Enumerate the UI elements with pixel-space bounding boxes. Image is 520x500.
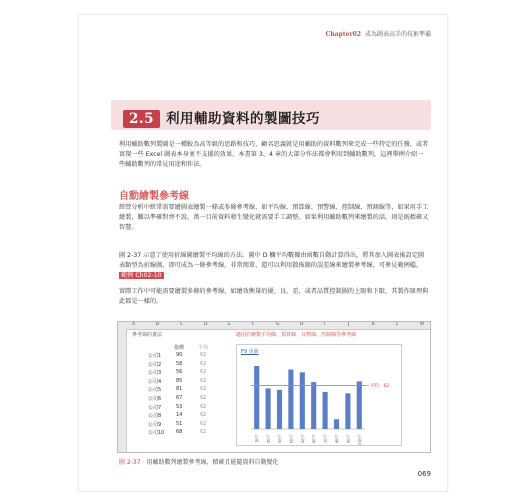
column-header: F: [252, 322, 255, 327]
table-cell-value: 90: [176, 352, 183, 358]
column-header: J: [348, 322, 350, 327]
average-label: 平均：62: [370, 384, 390, 390]
bar-chart: [237, 345, 401, 445]
x-tick-label: 公司10: [357, 434, 362, 445]
table-cell-avg: 62: [200, 420, 207, 427]
bar: [345, 393, 350, 429]
bar: [266, 388, 271, 429]
table-cell-avg: 62: [200, 395, 207, 401]
table-cell-avg: 62: [200, 369, 207, 376]
paragraph-3-text: 圖 2-37 示意了使用折線圖繪製平均線的方法。圖中 D 欄平均數據由函數自動計算得出，將其加入圖表後設定圖表類型為折線圖，即可成為一條參考線，非常簡單，還可以利用散佈圖的誤差線來繪製參考線，可參見範例檔。: [119, 252, 425, 269]
refresh-link[interactable]: F9 更新: [241, 349, 259, 355]
column-header: E: [228, 322, 231, 327]
table-cell-avg: 62: [200, 429, 207, 436]
paragraph-3: [119, 251, 429, 281]
table-cell-value: 51: [176, 420, 183, 427]
bar: [277, 390, 282, 429]
table-cell-value: 68: [176, 429, 183, 436]
table-cell-name: 公司6: [148, 396, 162, 402]
table-header-avg: 平均: [198, 345, 209, 351]
chart-area: [236, 344, 402, 446]
chapter-title: 成為圖表高手的技術準備: [364, 31, 431, 38]
column-header: A: [132, 322, 136, 327]
bar: [288, 370, 293, 430]
table-cell-value: 14: [176, 412, 183, 419]
column-header: M: [420, 322, 424, 327]
x-tick-label: 公司1: [254, 434, 259, 443]
column-header: B: [156, 322, 160, 327]
table-cell-avg: 62: [200, 403, 207, 410]
table-cell-value: 85: [176, 377, 183, 384]
table-cell-avg: 62: [200, 386, 207, 393]
figure-note-cell: 適用於繪製平均線、預算線、目標線、控制線等參考線: [236, 332, 357, 338]
table-cell-avg: 62: [200, 352, 207, 358]
table-cell-name: 公司5: [148, 387, 162, 394]
bar: [254, 366, 259, 429]
column-header: D: [204, 322, 208, 327]
table-cell-name: 公司2: [148, 361, 162, 368]
bar: [357, 381, 362, 429]
bar: [323, 392, 328, 429]
figure-caption: [119, 457, 279, 466]
table-cell-value: 67: [176, 395, 183, 401]
table-header-value: 指標: [174, 345, 185, 351]
table-cell-avg: 62: [200, 360, 207, 367]
section-title: 利用輔助資料的製圖技巧: [166, 111, 320, 127]
column-header: K: [372, 322, 375, 327]
table-cell-avg: 62: [200, 377, 207, 384]
caption-text: 用輔助數列繪製參考線，精確且能隨資料自動變化: [146, 459, 279, 466]
chapter-label: Chapter02: [325, 31, 361, 38]
table-cell-name: 公司7: [148, 404, 162, 411]
table-cell-value: 58: [176, 360, 183, 367]
section-heading: [123, 107, 320, 128]
x-tick-label: 公司5: [300, 434, 305, 443]
section-number: 2.5: [123, 110, 160, 128]
table-cell-value: 53: [176, 403, 183, 410]
x-tick-label: 公司6: [311, 434, 316, 443]
x-tick-label: 公司3: [277, 434, 282, 443]
paragraph-4: 實際工作中可能需要繪製多條的參考線，如繪效衡量的優、良、差，或者品質控制圖的上限和下限，其製作原理與此都是一樣的。: [119, 288, 429, 305]
page-number: 069: [417, 470, 431, 478]
table-cell-name: 公司9: [148, 421, 162, 428]
table-cell-name: 公司4: [148, 378, 162, 385]
sample-file-ref: 範例 Ch02-10: [121, 272, 162, 279]
figure-spreadsheet: [117, 321, 431, 453]
column-header: G: [276, 322, 280, 327]
column-header: C: [180, 322, 184, 327]
table-cell-value: 56: [176, 369, 183, 376]
table-cell-name: 公司10: [148, 430, 165, 437]
book-page: [78, 14, 448, 492]
bar: [334, 419, 339, 429]
subheading: 自動繪製參考線: [119, 191, 189, 202]
intro-paragraph: 利用輔助數列製圖是一種較為高等級的思路和技巧，顧名思義就是用輔助的資料數列來完成一些特定的任務，或者實現一些 Excel 圖表本身並不支援的效果，本書第 3、4 章的大部分作法都會利用到輔助數列，這裡舉例介紹一些輔助數列的常見用途和作法。: [119, 141, 429, 168]
paragraph-2: 經營分析中經常需要繪圖表繪製一條或多條參考線，如平均線、預算線、預警線、控制線、預測線等，如果用手工繪製，難以準確對齊不說，萬一目前資料發生變化就需要手工調整。如果利用輔助數列來繪製的話，則是既精確又智慧。: [119, 204, 429, 231]
column-header: H: [300, 322, 304, 327]
bar: [300, 372, 305, 429]
table-cell-name: 公司1: [148, 353, 162, 359]
x-tick-label: 公司4: [288, 434, 293, 443]
column-header: L: [396, 322, 399, 327]
column-headers: [118, 322, 430, 330]
column-header: I: [324, 322, 326, 327]
table-cell-name: 公司8: [148, 413, 162, 420]
caption-number: 圖 2-37: [119, 459, 141, 466]
x-tick-label: 公司2: [266, 434, 271, 443]
x-tick-label: 公司9: [345, 434, 350, 443]
running-header: [326, 29, 431, 38]
x-tick-label: 公司7: [323, 434, 328, 443]
table-cell-name: 公司3: [148, 370, 162, 377]
bar: [311, 382, 316, 429]
table-cell-avg: 62: [200, 412, 207, 419]
x-tick-label: 公司8: [334, 434, 339, 443]
table-cell-value: 81: [176, 386, 183, 393]
figure-title-cell: 參考線的畫法: [132, 332, 163, 338]
row-headers: [118, 329, 127, 452]
